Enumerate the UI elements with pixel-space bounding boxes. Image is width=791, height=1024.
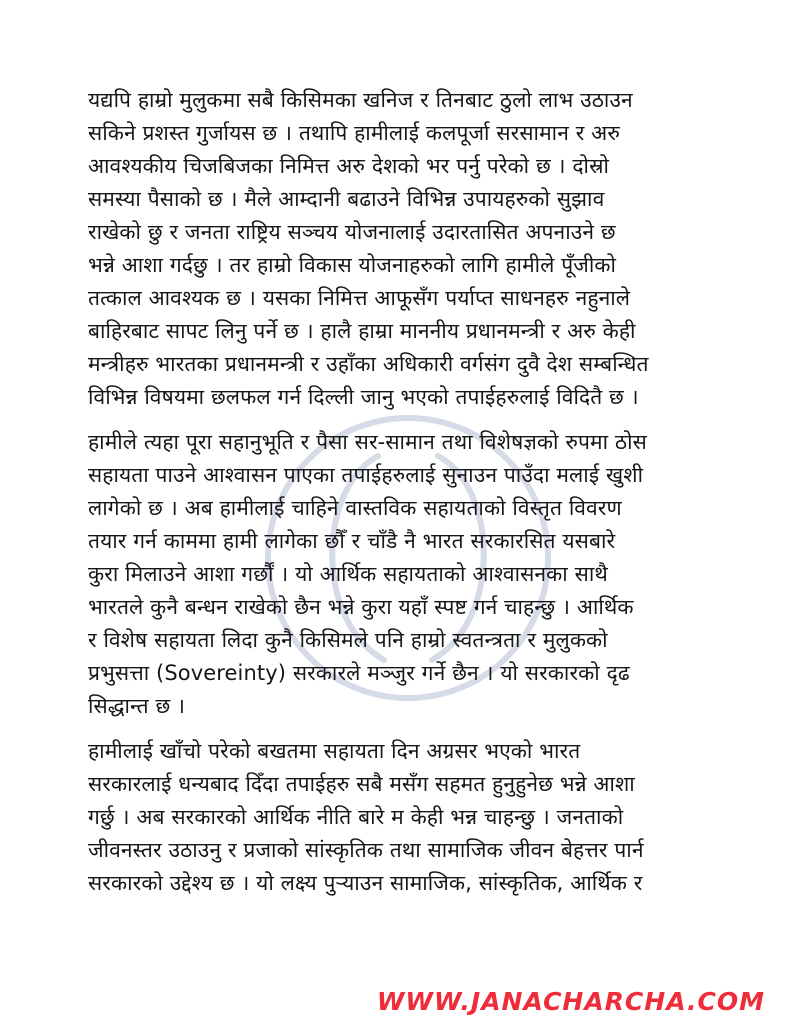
text-line: तत्काल आवश्यक छ । यसका निमित्त आफूसँग पर्याप्त साधनहरु नहुनाले [88,286,631,310]
text-line: यद्यपि हाम्रो मुलुकमा सबै किसिमका खनिज र तिनबाट ठुलो लाभ उठाउन [88,88,633,112]
paragraph-2 [88,426,702,723]
text-line: भारतले कुनै बन्धन राखेको छैन भन्ने कुरा यहाँ स्पष्ट गर्न चाहन्छु । आर्थिक [88,595,634,619]
text-line: राखेको छु र जनता राष्ट्रिय सञ्चय योजनालाई उदारतासित अपनाउने छ [88,220,616,244]
text-line: मन्त्रीहरु भारतका प्रधानमन्त्री र उहाँका अधिकारी वर्गसंग दुवै देश सम्बन्धित [88,352,649,376]
text-line: हामीले त्यहा पूरा सहानुभूति र पैसा सर-सामान तथा विशेषज्ञको रुपमा ठोस [88,430,647,454]
text-line: तयार गर्न काममा हामी लागेका छौँ र चाँडै नै भारत सरकारसित यसबारे [88,529,616,553]
text-line: प्रभुसत्ता (Sovereinty) सरकारले मञ्जुर गर्ने छैन । यो सरकारको दृढ [88,661,630,685]
text-line: समस्या पैसाको छ । मैले आम्दानी बढाउने विभिन्न उपायहरुको सुझाव [88,187,605,211]
text-line: लागेको छ । अब हामीलाई चाहिने वास्तविक सहायताको विस्तृत विवरण [88,496,622,520]
text-line: बाहिरबाट सापट लिनु पर्ने छ । हालै हाम्रा माननीय प्रधानमन्त्री र अरु केही [88,319,636,343]
paragraph-1 [88,84,702,414]
text-line: कुरा मिलाउने आशा गर्छौं । यो आर्थिक सहायताको आश्वासनका साथै [88,562,608,586]
document-body [88,84,702,900]
text-line: सकिने प्रशस्त गुर्जायस छ । तथापि हामीलाई कलपूर्जा सरसामान र अरु [88,121,620,145]
text-line: सहायता पाउने आश्वासन पाएका तपाईहरुलाई सुनाउन पाउँदा मलाई खुशी [88,463,644,487]
text-line: भन्ने आशा गर्दछु । तर हाम्रो विकास योजनाहरुको लागि हामीले पूँजीको [88,253,617,277]
paragraph-3 [88,735,702,900]
text-line: जीवनस्तर उठाउनु र प्रजाको सांस्कृतिक तथा सामाजिक जीवन बेहत्तर पार्न [88,838,644,862]
text-line: गर्छु । अब सरकारको आर्थिक नीति बारे म केही भन्न चाहन्छु । जनताको [88,805,624,829]
text-line: सरकारको उद्देश्य छ । यो लक्ष्य पुऱ्याउन सामाजिक, सांस्कृतिक, आर्थिक र [88,871,643,895]
text-line: आवश्यकीय चिजबिजका निमित्त अरु देशको भर पर्नु परेको छ । दोस्रो [88,154,610,178]
text-line: सिद्धान्त छ । [88,694,186,718]
text-line: विभिन्न विषयमा छलफल गर्न दिल्ली जानु भएको तपाईहरुलाई विदितै छ । [88,385,639,409]
text-line: हामीलाई खाँचो परेको बखतमा सहायता दिन अग्रसर भएको भारत [88,739,581,763]
text-line: र विशेष सहायता लिदा कुनै किसिमले पनि हाम्रो स्वतन्त्रता र मुलुकको [88,628,608,652]
site-url[interactable]: WWW.JANACHARCHA.COM [376,987,765,1016]
text-line: सरकारलाई धन्यबाद दिँदा तपाईहरु सबै मसँग सहमत हुनुहुनेछ भन्ने आशा [88,772,635,796]
